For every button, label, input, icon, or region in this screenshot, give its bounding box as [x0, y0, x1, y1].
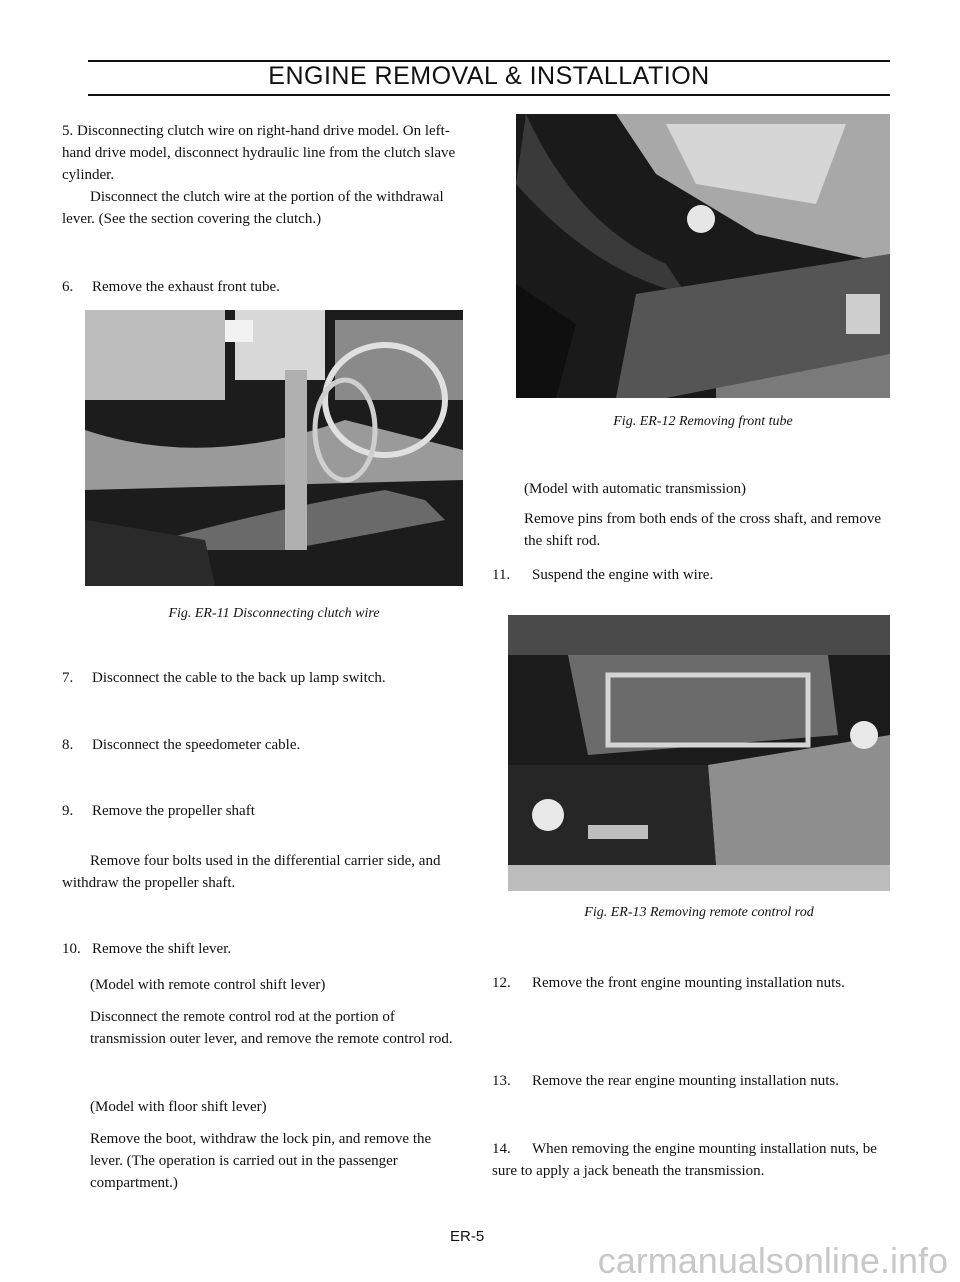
figure-er-13-photo: [508, 615, 890, 891]
page-number: ER-5: [450, 1228, 485, 1245]
step-10-remote-title: (Model with remote control shift lever): [90, 977, 326, 993]
step-6: [62, 276, 462, 298]
figure-er-12-photo: [516, 114, 890, 398]
step-7: [62, 667, 462, 689]
figure-er-11-caption: Fig. ER-11 Disconnecting clutch wire: [168, 606, 380, 621]
page-title: ENGINE REMOVAL & INSTALLATION: [268, 62, 710, 90]
figure-er-13-caption: Fig. ER-13 Removing remote control rod: [584, 905, 814, 920]
step-13-number: 13.: [492, 1073, 511, 1089]
figure-er-12-caption: Fig. ER-12 Removing front tube: [613, 414, 793, 429]
step-5-detail: Disconnect the clutch wire at the portion of the withdrawal lever. (See the section covering the clutch.): [62, 189, 444, 227]
step-12-number: 12.: [492, 975, 511, 991]
figure-er-11-photo: [85, 310, 463, 586]
step-10-floor-text: Remove the boot, withdraw the lock pin, and remove the lever. (The operation is carried out in the passenger compartment.): [90, 1131, 432, 1191]
auto-transmission-text: Remove pins from both ends of the cross shaft, and remove the shift rod.: [524, 511, 882, 549]
step-14-label: When removing the engine mounting installation nuts, be sure to apply a jack beneath the transmission.: [492, 1141, 877, 1179]
step-5-text: 5. Disconnecting clutch wire on right-hand drive model. On left-hand drive model, disconnect hydraulic line from the clutch slave cylinder.: [62, 123, 456, 183]
step-6-number: 6.: [62, 279, 74, 295]
step-8-number: 8.: [62, 737, 74, 753]
step-13: [492, 1070, 890, 1092]
step-10-floor-title: (Model with floor shift lever): [90, 1099, 267, 1115]
step-7-number: 7.: [62, 670, 74, 686]
step-9-detail: Remove four bolts used in the differential carrier side, and withdraw the propeller shaft.: [62, 853, 441, 891]
step-12-label: Remove the front engine mounting installation nuts.: [532, 975, 845, 991]
step-14: [492, 1138, 890, 1182]
step-14-number: 14.: [492, 1141, 511, 1157]
step-11-label: Suspend the engine with wire.: [532, 567, 714, 583]
step-8-label: Disconnect the speedometer cable.: [92, 737, 301, 753]
step-10-remote-text: Disconnect the remote control rod at the portion of transmission outer lever, and remove the remote control rod.: [90, 1009, 453, 1047]
step-11: [492, 564, 890, 586]
step-9: [62, 800, 462, 822]
step-10-label: Remove the shift lever.: [92, 941, 232, 957]
step-8: [62, 734, 462, 756]
auto-transmission-title: (Model with automatic transmission): [524, 481, 747, 497]
step-7-label: Disconnect the cable to the back up lamp switch.: [92, 670, 386, 686]
step-9-label: Remove the propeller shaft: [92, 803, 255, 819]
step-12: [492, 972, 890, 994]
watermark: carmanualsonline.info: [597, 1240, 948, 1281]
step-10: [62, 938, 462, 960]
header-rule-bottom: [88, 94, 890, 96]
step-6-label: Remove the exhaust front tube.: [92, 279, 280, 295]
step-9-number: 9.: [62, 803, 74, 819]
step-13-label: Remove the rear engine mounting installation nuts.: [532, 1073, 840, 1089]
step-10-number: 10.: [62, 941, 81, 957]
step-11-number: 11.: [492, 567, 511, 583]
